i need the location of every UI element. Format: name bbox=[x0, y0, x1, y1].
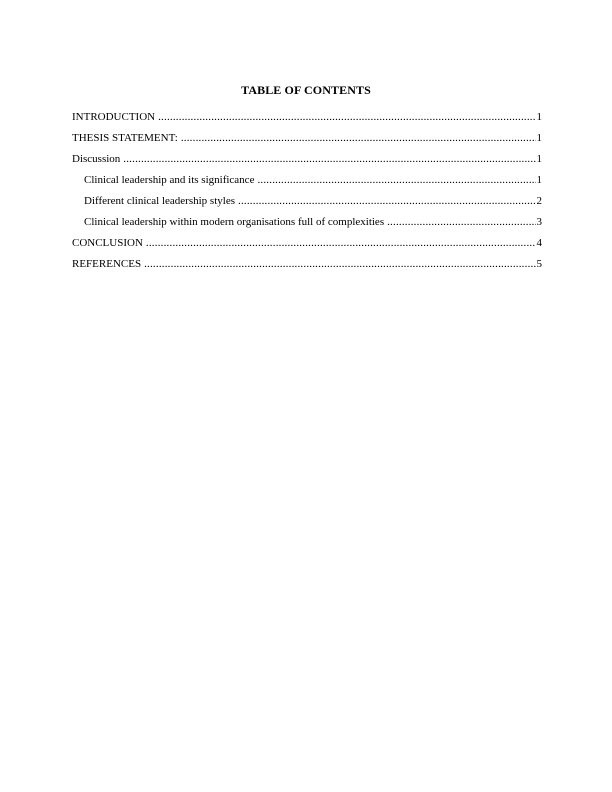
toc-dot-leader bbox=[387, 216, 535, 229]
toc-page-number: 5 bbox=[536, 258, 542, 270]
toc-entry-text: Different clinical leadership styles bbox=[84, 195, 235, 207]
toc-entry-discussion[interactable] bbox=[72, 153, 542, 174]
toc-dot-leader bbox=[257, 174, 535, 187]
toc-page-number: 1 bbox=[536, 132, 542, 144]
toc-entry-conclusion[interactable] bbox=[72, 237, 542, 258]
toc-page-number: 1 bbox=[536, 174, 542, 186]
toc-page-number: 4 bbox=[536, 237, 542, 249]
toc-entry-clinical-leadership-significance[interactable] bbox=[72, 174, 542, 195]
toc-dot-leader bbox=[146, 237, 536, 250]
toc-dot-leader bbox=[123, 153, 535, 166]
toc-entry-clinical-leadership-styles[interactable] bbox=[72, 195, 542, 216]
toc-entry-text: INTRODUCTION bbox=[72, 111, 156, 123]
toc-dot-leader bbox=[181, 132, 536, 145]
toc-page-number: 1 bbox=[536, 111, 542, 123]
toc-entry-text: Clinical leadership and its significance bbox=[84, 174, 255, 186]
toc-title: TABLE OF CONTENTS bbox=[241, 83, 371, 97]
toc-page-number: 3 bbox=[536, 216, 542, 228]
toc-entry-text: CONCLUSION bbox=[72, 237, 143, 249]
toc-dot-leader bbox=[144, 258, 535, 271]
toc-page-number: 2 bbox=[536, 195, 542, 207]
toc-dot-leader bbox=[238, 195, 536, 208]
toc-list bbox=[72, 111, 542, 279]
toc-entry-text: REFERENCES bbox=[72, 258, 142, 270]
toc-entry-text: Discussion bbox=[72, 153, 121, 165]
toc-entry-thesis-statement[interactable] bbox=[72, 132, 542, 153]
toc-entry-text: Clinical leadership within modern organisations full of complexities bbox=[84, 216, 385, 228]
toc-entry-introduction[interactable] bbox=[72, 111, 542, 132]
toc-entry-text: THESIS STATEMENT: bbox=[72, 132, 178, 144]
toc-dot-leader bbox=[158, 111, 535, 124]
toc-entry-clinical-leadership-modern-organisations[interactable] bbox=[72, 216, 542, 237]
toc-page-number: 1 bbox=[536, 153, 542, 165]
toc-entry-references[interactable] bbox=[72, 258, 542, 279]
